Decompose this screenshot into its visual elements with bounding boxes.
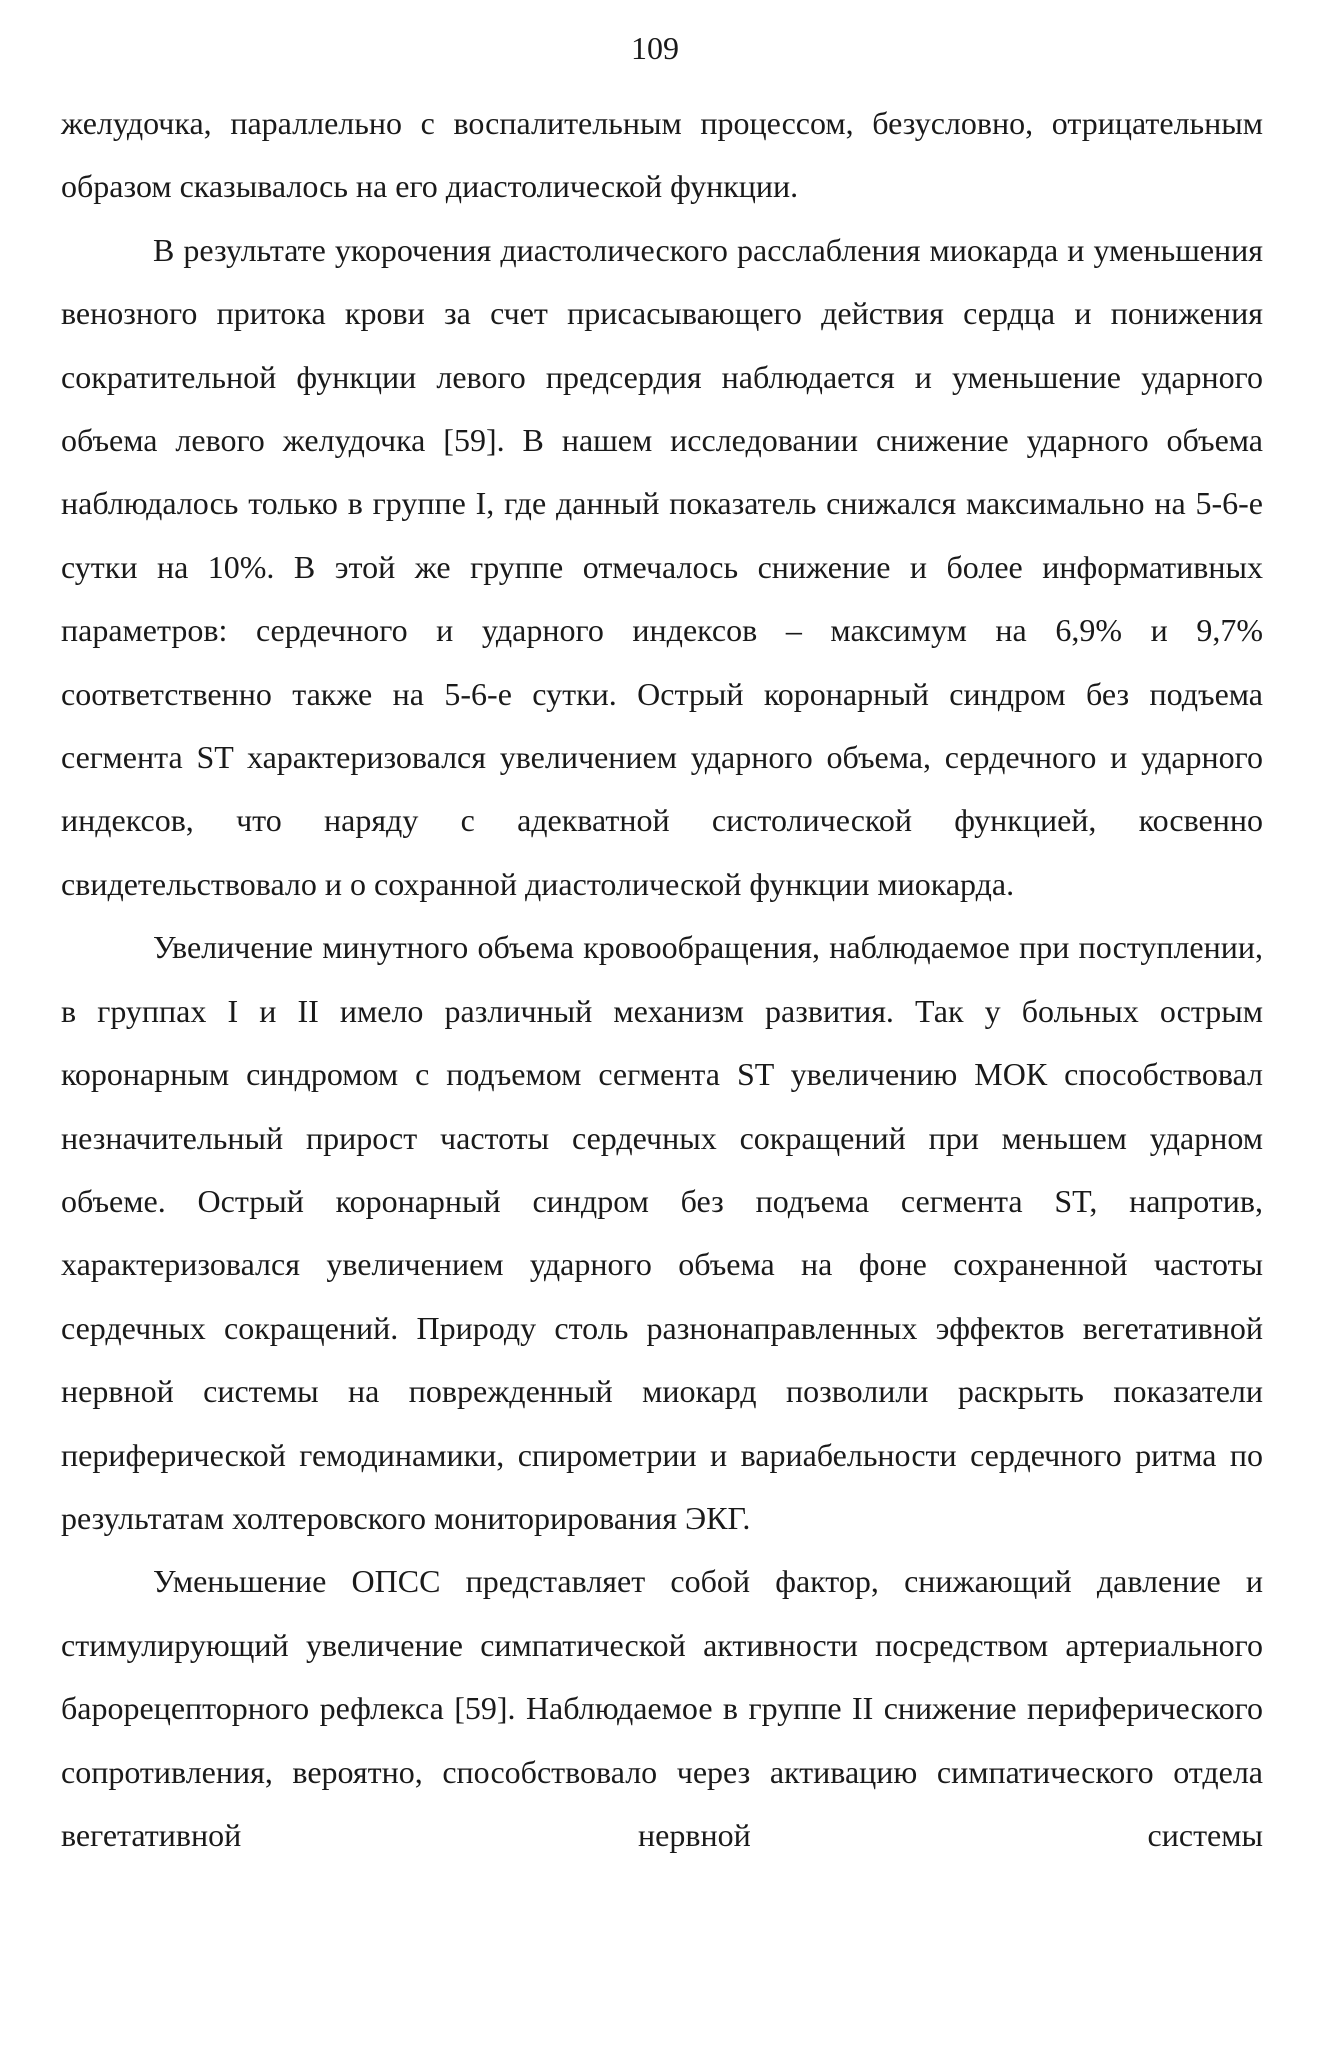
paragraph-continuation: желудочка, параллельно с воспалительным процессом, безусловно, отрицательным образом сказывалось на его диастолической функции. xyxy=(61,105,1263,205)
page-number: 109 xyxy=(631,30,679,66)
paragraph-peripheral-resistance: Уменьшение ОПСС представляет собой фактор, снижающий давление и стимулирующий увеличение симпатической активности посредством артериального барорецепторного рефлекса [59]. Наблюдаемое в группе II снижение периферического сопротивления, вероятно, способствовало через активацию симпатического отдела вегетативной нервной системы xyxy=(61,1563,1263,1853)
page-body xyxy=(61,92,1263,1867)
paragraph-stroke-volume: В результате укорочения диастолического расслабления миокарда и уменьшения венозного притока крови за счет присасывающего действия сердца и понижения сократительной функции левого предсердия наблюдается и уменьшение ударного объема левого желудочка [59]. В нашем исследовании снижение ударного объема наблюдалось только в группе I, где данный показатель снижался максимально на 5-6-е сутки на 10%. В этой же группе отмечалось снижение и более информативных параметров: сердечного и ударного индексов – максимум на 6,9% и 9,7% соответственно также на 5-6-е сутки. Острый коронарный синдром без подъема сегмента ST характеризовался увеличением ударного объема, сердечного и ударного индексов, что наряду с адекватной систолической функцией, косвенно свидетельствовало и о сохранной диастолической функции миокарда. xyxy=(61,231,1263,902)
paragraph-cardiac-output: Увеличение минутного объема кровообращения, наблюдаемое при поступлении, в группах I и II имело различный механизм развития. Так у больных острым коронарным синдромом с подъемом сегмента ST увеличению МОК способствовал незначительный прирост частоты сердечных сокращений при меньшем ударном объеме. Острый коронарный синдром без подъема сегмента ST, напротив, характеризовался увеличением ударного объема на фоне сохраненной частоты сердечных сокращений. Природу столь разнонаправленных эффектов вегетативной нервной системы на поврежденный миокард позволили раскрыть показатели периферической гемодинамики, спирометрии и вариабельности сердечного ритма по результатам холтеровского мониторирования ЭКГ. xyxy=(61,929,1263,1536)
